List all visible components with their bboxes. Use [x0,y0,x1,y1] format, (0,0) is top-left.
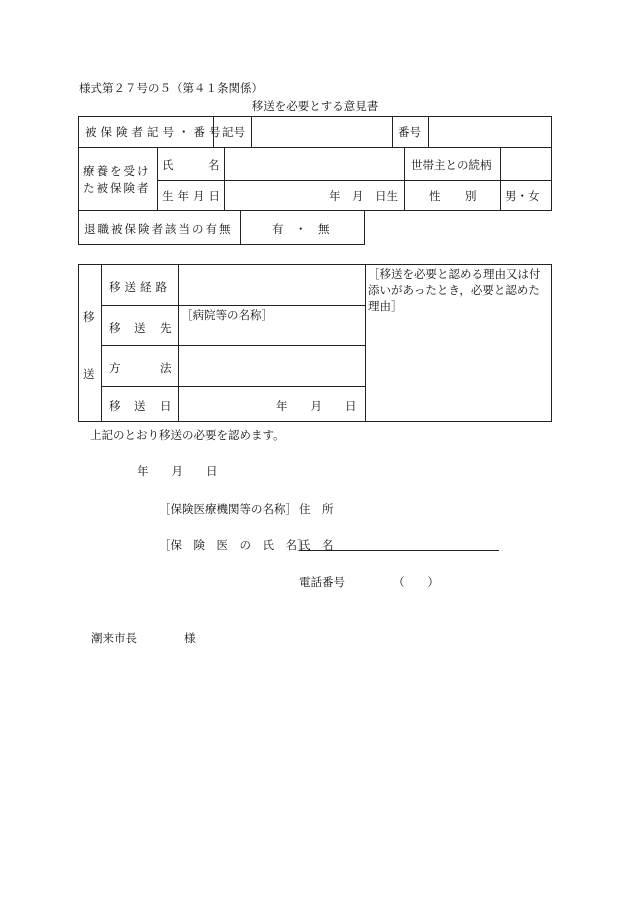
recipient-label-line2: た被保険者 [83,181,151,195]
honorific: 様 [184,631,196,645]
transfer-date-format: 年 月 日 [276,399,357,413]
col-divider [240,210,241,245]
col-divider [157,147,158,211]
col-divider [428,116,429,147]
name-field[interactable] [226,149,402,178]
col-divider [500,147,501,211]
number-field[interactable] [430,118,550,145]
form-number: 様式第２７号の５（第４１条関係） [79,81,263,95]
route-field[interactable] [180,266,363,303]
symbol-label: 記号 [222,125,245,139]
phone-parens: （ ） [393,575,439,589]
reason-text: ［移送を必要と認める理由又は付添いがあったとき，必要と認めた理由］ [368,267,541,313]
signature-line [299,550,499,551]
sex-label-second: 別 [465,189,477,203]
sex-label-first: 性 [429,189,441,203]
certify-date: 年 月 日 [137,464,218,478]
addressee: 潮来市長 [91,631,137,645]
route-label: 移送経路 [109,280,171,294]
col-divider [251,116,252,147]
row-divider [101,305,365,306]
relationship-label: 世帯主との続柄 [411,158,492,172]
name-label-second: 名 [208,158,220,172]
col-divider [404,147,405,211]
row-divider [157,180,552,181]
date-label-second: 送 [134,399,146,413]
insurer-number-label: 被保険者記号・番号 [85,125,225,139]
doctor-label: ［保 険 医 の 氏 名］ [159,538,309,552]
date-label-first: 移 [109,399,121,413]
relationship-field[interactable] [502,149,550,178]
retired-options[interactable]: 有 ・ 無 [272,222,330,236]
transfer-side-label-second: 送 [83,367,95,381]
col-divider [178,264,179,422]
phone-label: 電話番号 [299,575,345,589]
symbol-field[interactable] [253,118,391,145]
col-divider [392,116,393,147]
transfer-side-label-first: 移 [83,310,95,324]
destination-label-second: 送 [134,321,146,335]
method-label-first: 方 [109,361,121,375]
row-divider [101,345,365,346]
birthdate-format: 年 月 日生 [329,189,398,203]
method-label-second: 法 [160,361,172,375]
number-label: 番号 [398,125,421,139]
doctor-name-label: 氏 名 [299,538,334,552]
destination-label-first: 移 [109,321,121,335]
institution-label: ［保険医療機関等の名称］ [159,502,297,516]
retired-label: 退職被保険者該当の有無 [84,222,233,236]
date-label-third: 日 [160,399,172,413]
recipient-label-line1: 療養を受け [83,164,151,178]
col-divider [101,264,102,422]
destination-label-third: 先 [160,321,172,335]
sex-options[interactable]: 男・女 [505,189,540,203]
method-field[interactable] [180,347,363,384]
birthdate-label: 生年月日 [162,189,224,203]
row-divider [101,386,365,387]
name-label-first: 氏 [162,158,174,172]
col-divider [365,264,366,422]
row-divider [78,147,552,148]
hospital-name-hint: ［病院等の名称］ [181,308,273,322]
document-title: 移送を必要とする意見書 [251,99,379,113]
address-label: 住 所 [299,502,334,516]
certify-text: 上記のとおり移送の必要を認めます。 [90,428,285,442]
col-divider [224,147,225,211]
